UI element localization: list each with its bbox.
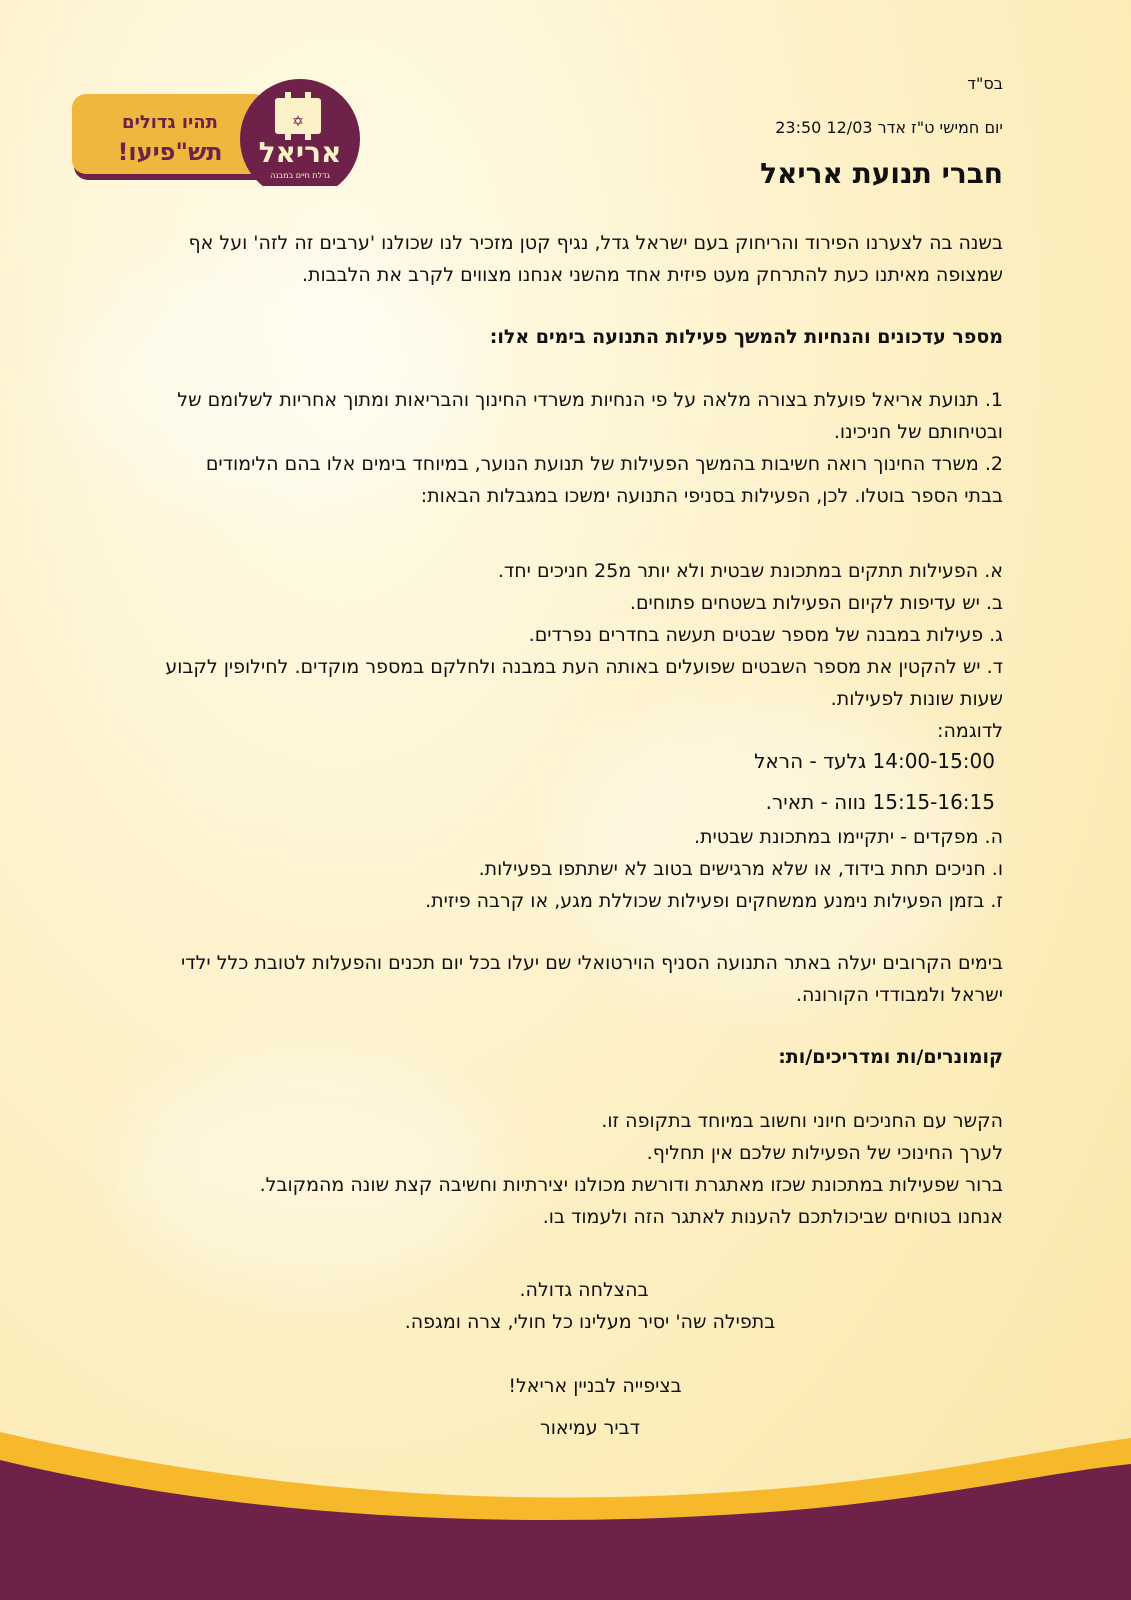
logo-slogan-top: תהיו גדולים xyxy=(122,112,218,133)
virtual-branch-line: בימים הקרובים יעלה באתר התנועה הסניף הוירטואלי שם יעלו בכל יום תכנים והפעלות לטובת כלל ילדי xyxy=(181,952,1003,974)
signature: דביר עמיאור xyxy=(539,1417,641,1439)
section-heading-updates: מספר עדכונים והנחיות להמשך פעילות התנועה בימים אלו: xyxy=(489,326,1003,348)
closing-line: בתפילה שה' יסיר מעלינו כל חולי, צרה ומגפה. xyxy=(404,1311,776,1333)
lettered-item: ב. יש עדיפות לקיום הפעילות בשטחים פתוחים. xyxy=(629,592,1003,614)
counselors-line: ברור שפעילות במתכונת שכזו מאתגרת ודורשת מכולנו יצירתיות וחשיבה קצת שונה מהמקובל. xyxy=(259,1174,1003,1196)
counselors-line: לערך החינוכי של הפעילות שלכם אין תחליף. xyxy=(646,1142,1003,1164)
lettered-item: א. הפעילות תתקים במתכונת שבטית ולא יותר מ25 חניכים יחד. xyxy=(497,560,1003,582)
schedule-row: 14:00-15:00 גלעד - הראל xyxy=(754,749,995,773)
logo-name: אריאל xyxy=(258,136,342,169)
numbered-item: ובטיחותם של חניכינו. xyxy=(833,421,1003,443)
svg-text:✡: ✡ xyxy=(292,114,304,130)
numbered-item: 2. משרד החינוך רואה חשיבות בהמשך הפעילות של תנועת הנוער, במיוחד בימים אלו בהם הלימודים xyxy=(205,453,1003,475)
lettered-item: ג. פעילות במבנה של מספר שבטים תעשה בחדרים נפרדים. xyxy=(528,624,1003,646)
schedule-row: 15:15-16:15 נווה - תאיר. xyxy=(765,790,995,814)
logo-tagline: גדלת חיים במבנה xyxy=(270,171,330,180)
example-label: לדוגמה: xyxy=(937,720,1003,742)
counselors-line: הקשר עם החניכים חיוני וחשוב במיוחד בתקופה זו. xyxy=(601,1110,1003,1132)
closing-line: בהצלחה גדולה. xyxy=(519,1279,649,1301)
lettered-item: שעות שונות לפעילות. xyxy=(830,688,1003,710)
lettered-item: ז. בזמן הפעילות נימנע ממשחקים ופעילות שכוללת מגע, או קרבה פיזית. xyxy=(425,890,1003,912)
signoff: בציפייה לבניין אריאל! xyxy=(508,1375,682,1397)
numbered-item: 1. תנועת אריאל פועלת בצורה מלאה על פי הנחיות משרדי החינוך והבריאות ומתוך אחריות לשלומם של xyxy=(177,389,1003,411)
lettered-item: ו. חניכים תחת בידוד, או שלא מרגישים בטוב לא ישתתפו בפעילות. xyxy=(478,858,1003,880)
intro-line: שמצופה מאיתנו כעת להתרחק מעט פיזית אחד מהשני אנחנו מצווים לקרב את הלבבות. xyxy=(301,264,1003,286)
virtual-branch-line: ישראל ולמבודדי הקורונה. xyxy=(795,984,1003,1006)
lettered-item: ה. מפקדים - יתקיימו במתכונת שבטית. xyxy=(693,826,1003,848)
lettered-item: ד. יש להקטין את מספר השבטים שפועלים באותה העת במבנה ולחלקם במספר מוקדים. לחילופין לקבוע xyxy=(165,656,1003,678)
intro-line: בשנה בה לצערנו הפירוד והריחוק בעם ישראל גדל, נגיף קטן מזכיר לנו שכולנו 'ערבים זה לזה' ועל אף xyxy=(188,232,1003,254)
letter-date: יום חמישי ט"ז אדר 12/03 23:50 xyxy=(775,118,1003,137)
numbered-item: בבתי הספר בוטלו. לכן, הפעילות בסניפי התנועה ימשכו במגבלות הבאות: xyxy=(420,485,1003,507)
ariel-logo xyxy=(72,76,372,186)
section-heading-counselors: קומונרים/ות ומדריכים/ות: xyxy=(778,1046,1003,1068)
logo-slogan-bottom: תש"פיעו! xyxy=(117,138,223,166)
letter-title: חברי תנועת אריאל xyxy=(760,157,1003,190)
footer-wave xyxy=(0,1420,1131,1600)
counselors-line: אנחנו בטוחים שביכולתכם להענות לאתגר הזה ולעמוד בו. xyxy=(542,1206,1003,1228)
besd-mark: בס"ד xyxy=(967,74,1003,93)
